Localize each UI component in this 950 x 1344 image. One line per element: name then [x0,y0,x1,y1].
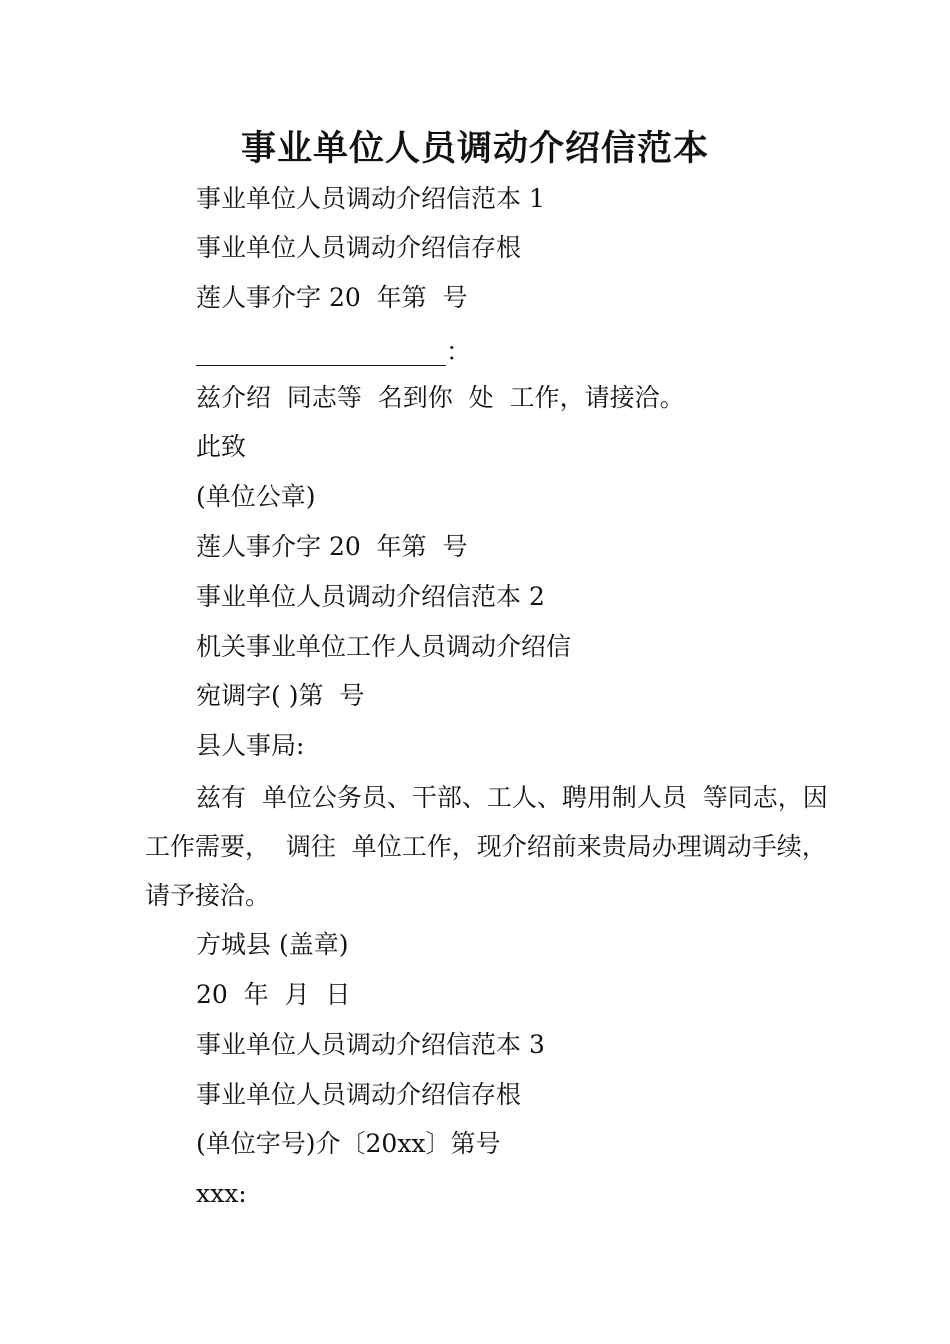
text-line-template1-heading: 事业单位人员调动介绍信范本 1 [196,184,545,213]
text-line-ref-number: 莲人事介字 20 年第 号 [196,283,468,312]
text-line-unit-seal: (单位公章) [196,482,316,511]
text-line-template3-heading: 事业单位人员调动介绍信范本 3 [196,1030,545,1059]
text-line-introduction: 兹介绍 同志等 名到你 处 工作，请接洽。 [196,383,685,412]
text-line-letter-title: 机关事业单位工作人员调动介绍信 [196,632,572,661]
text-line-recipient-xxx: xxx: [196,1179,247,1208]
body-paragraph: 兹有 单位公务员、干部、工人、聘用制人员 等同志，因工作需要， 调往 单位工作，现介绍前来贵局办理调动手续，请予接洽。 [145,783,828,910]
text-line-stub-title: 事业单位人员调动介绍信存根 [196,233,522,262]
text-line-addressee: 县人事局: [196,731,305,760]
text-line-template2-heading: 事业单位人员调动介绍信范本 2 [196,582,545,611]
text-line-ref-wan: 宛调字( )第 号 [196,681,365,710]
text-line-date: 20 年 月 日 [196,980,351,1009]
text-line-ref-number-2: 莲人事介字 20 年第 号 [196,532,468,561]
text-line-salutation: 此致 [196,432,247,461]
text-line-unit-ref: (单位字号)介〔20xx〕第号 [196,1129,501,1158]
text-line-issuer-seal: 方城县 (盖章) [196,930,349,959]
text-line-recipient-blank: ____________________： [196,337,472,366]
document-title: 事业单位人员调动介绍信范本 [240,129,709,169]
text-line-stub-title-2: 事业单位人员调动介绍信存根 [196,1080,522,1109]
